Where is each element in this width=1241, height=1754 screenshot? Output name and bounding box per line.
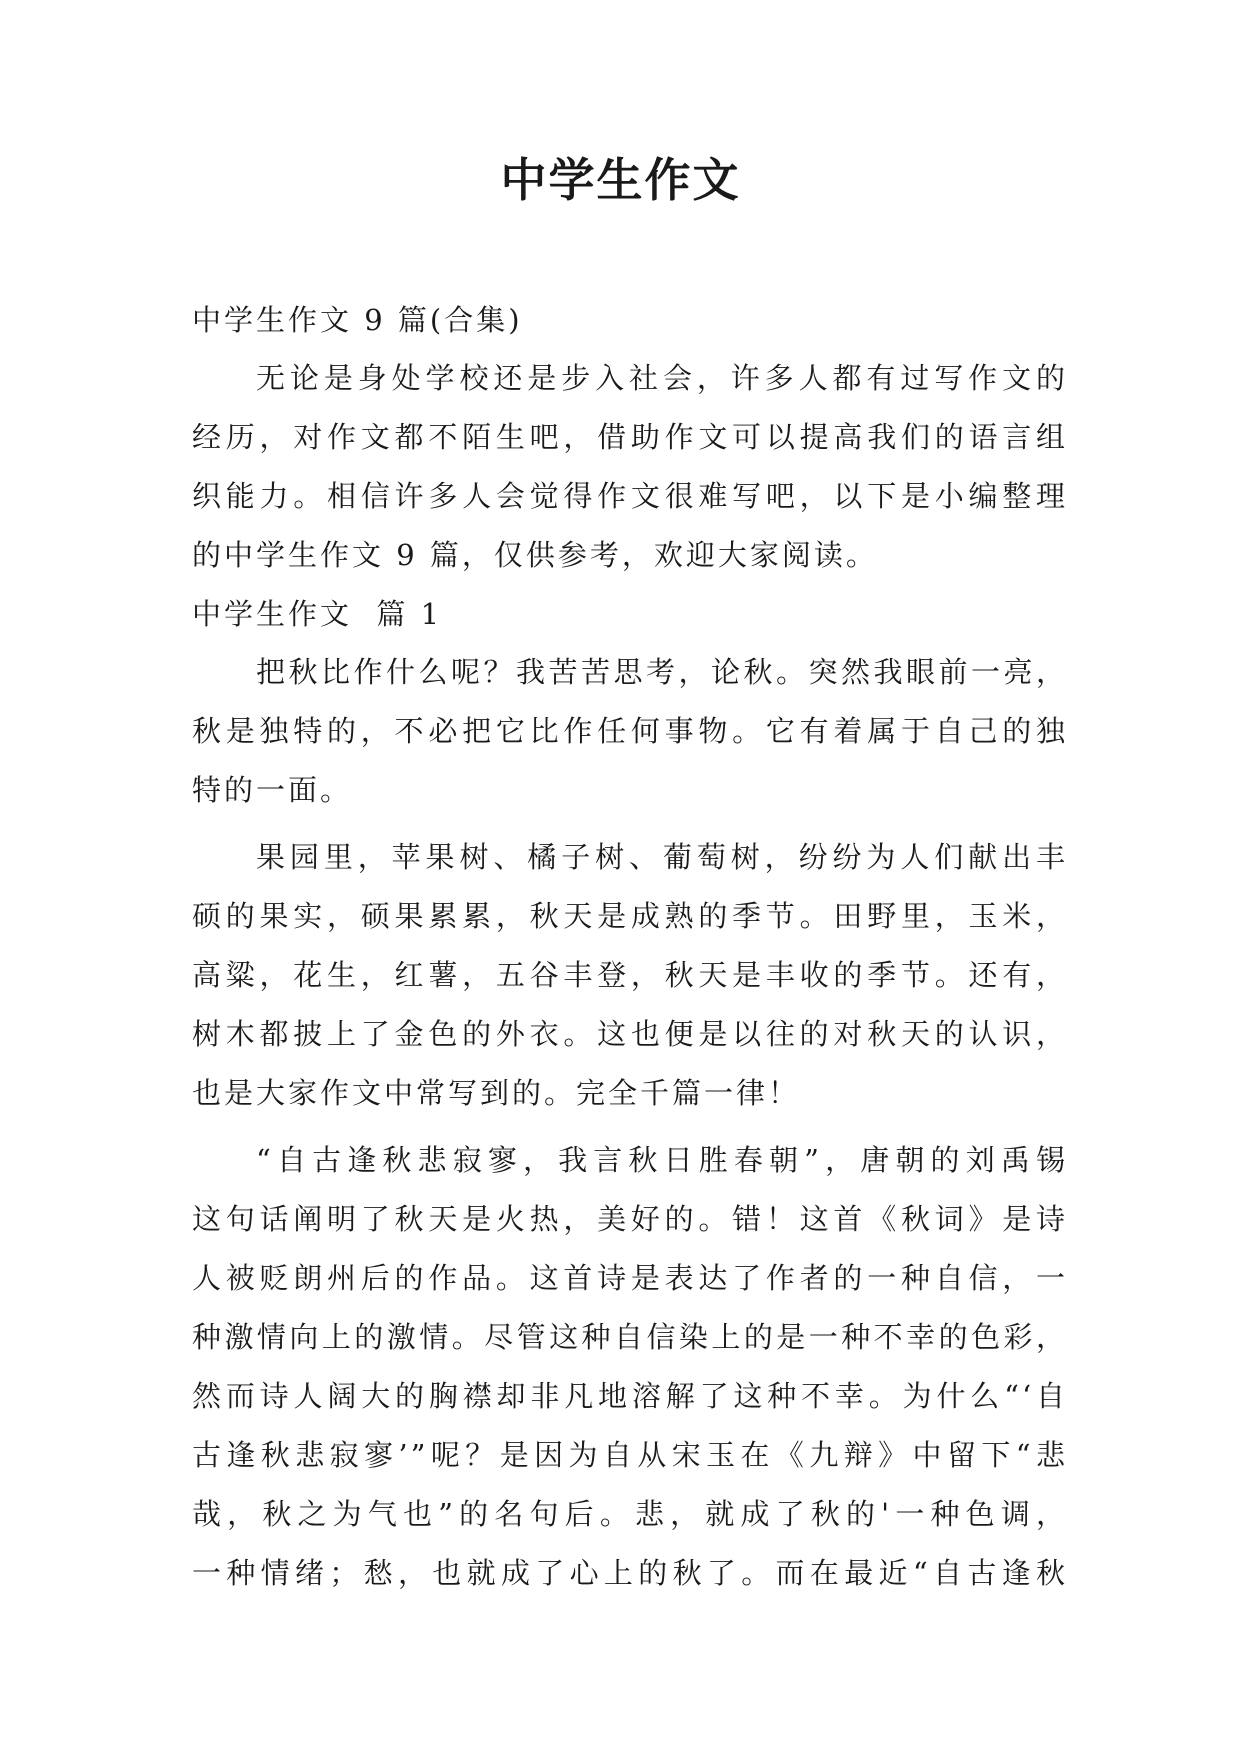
paragraph-line: 把秋比作什么呢？我苦苦思考，论秋。突然我眼前一亮， [256, 655, 1068, 689]
paragraph-line: 古逢秋悲寂寥’”呢？是因为自从宋玉在《九辩》中留下“悲 [192, 1438, 1068, 1472]
document-title: 中学生作文 [500, 153, 741, 207]
paragraph-line: 然而诗人阔大的胸襟却非凡地溶解了这种不幸。为什么“‘自 [192, 1379, 1068, 1413]
document-body [192, 291, 1068, 1603]
paragraph-line: 织能力。相信许多人会觉得作文很难写吧，以下是小编整理 [192, 479, 1068, 513]
paragraph-line: 高粱，花生，红薯，五谷丰登，秋天是丰收的季节。还有， [192, 958, 1068, 992]
paragraph-line: 硕的果实，硕果累累，秋天是成熟的季节。田野里，玉米， [192, 899, 1068, 933]
paragraph-line: 经历，对作文都不陌生吧，借助作文可以提高我们的语言组 [192, 420, 1068, 454]
section-heading: 中学生作文 篇 1 [192, 597, 443, 631]
intro-paragraph [192, 349, 1068, 585]
paragraph-line: “自古逢秋悲寂寥，我言秋日胜春朝”，唐朝的刘禹锡 [256, 1143, 1068, 1177]
collection-subtitle: 中学生作文 9 篇(合集) [192, 303, 523, 337]
paragraph-line: 的中学生作文 9 篇，仅供参考，欢迎大家阅读。 [192, 538, 878, 572]
essay-paragraph-1 [192, 643, 1068, 820]
essay-paragraph-3 [192, 1131, 1068, 1603]
paragraph-line: 一种情绪；愁，也就成了心上的秋了。而在最近“自古逢秋 [192, 1556, 1068, 1590]
paragraph-line: 哉，秋之为气也”的名句后。悲，就成了秋的'一种色调， [192, 1497, 1068, 1531]
paragraph-line: 人被贬朗州后的作品。这首诗是表达了作者的一种自信，一 [192, 1261, 1068, 1295]
paragraph-line: 特的一面。 [192, 773, 353, 807]
paragraph-line: 种激情向上的激情。尽管这种自信染上的是一种不幸的色彩， [192, 1320, 1068, 1354]
essay-paragraph-2 [192, 828, 1068, 1123]
paragraph-line: 树木都披上了金色的外衣。这也便是以往的对秋天的认识， [192, 1017, 1068, 1051]
paragraph-line: 无论是身处学校还是步入社会，许多人都有过写作文的 [256, 361, 1068, 395]
paragraph-line: 这句话阐明了秋天是火热，美好的。错！这首《秋词》是诗 [192, 1202, 1068, 1236]
paragraph-line: 也是大家作文中常写到的。完全千篇一律！ [192, 1076, 801, 1110]
paragraph-line: 果园里，苹果树、橘子树、葡萄树，纷纷为人们献出丰 [256, 840, 1068, 874]
paragraph-line: 秋是独特的，不必把它比作任何事物。它有着属于自己的独 [192, 714, 1068, 748]
